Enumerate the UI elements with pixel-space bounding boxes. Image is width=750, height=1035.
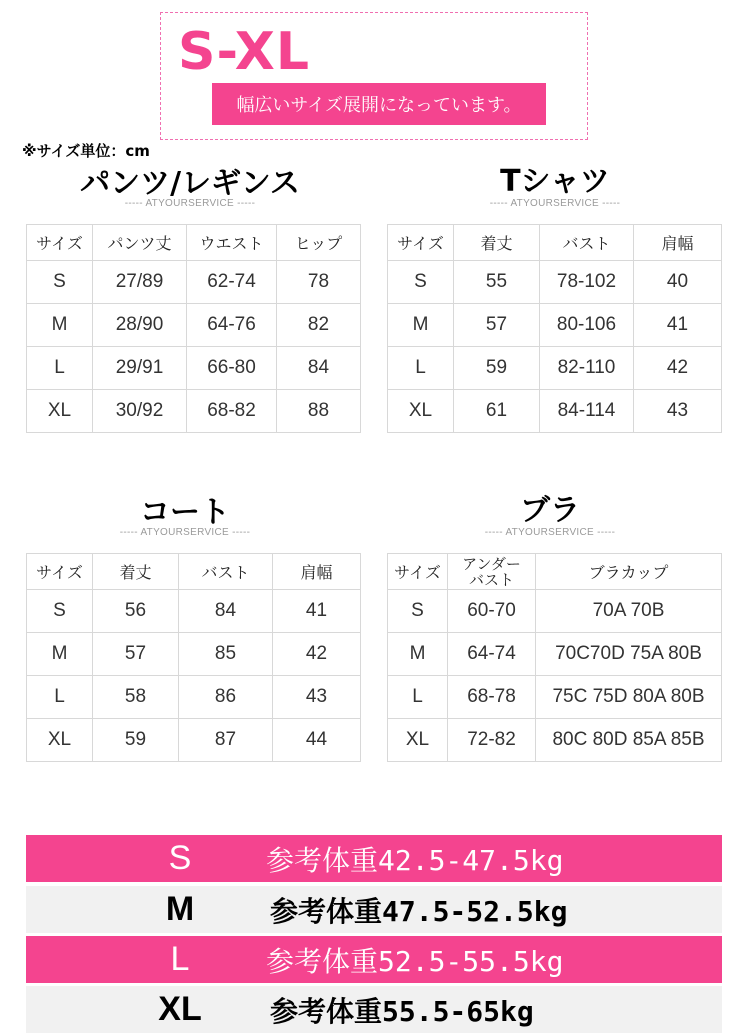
table-cell: 61 xyxy=(454,390,540,433)
table-cell: L xyxy=(388,347,454,390)
tshirt-subtitle: ----- ATYOURSERVICE ----- xyxy=(489,198,621,209)
table-cell: 43 xyxy=(634,390,722,433)
weight-row-xl xyxy=(26,986,722,1033)
weight-text: 参考体重55.5-65kg xyxy=(270,994,534,1028)
table-row xyxy=(388,676,722,719)
weight-row-m xyxy=(26,886,722,933)
column-header: サイズ xyxy=(27,225,93,261)
table-cell: 85 xyxy=(179,633,273,676)
column-header: 着丈 xyxy=(454,225,540,261)
table-cell: 80-106 xyxy=(540,304,634,347)
table-cell: 59 xyxy=(93,719,179,762)
table-cell: 84 xyxy=(277,347,361,390)
weight-text: 参考体重47.5-52.5kg xyxy=(270,894,568,928)
table-row xyxy=(388,633,722,676)
table-cell: 70C70D 75A 80B xyxy=(536,633,722,676)
table-row xyxy=(27,390,361,433)
table-cell: 68-78 xyxy=(448,676,536,719)
column-header: 着丈 xyxy=(93,554,179,590)
table-cell: XL xyxy=(27,390,93,433)
table-cell: L xyxy=(27,347,93,390)
table-row xyxy=(388,261,722,304)
table-cell: 57 xyxy=(93,633,179,676)
coat-subtitle: ----- ATYOURSERVICE ----- xyxy=(119,527,251,538)
header-title: S-XL xyxy=(178,22,311,82)
weight-text: 参考体重52.5-55.5kg xyxy=(266,944,564,978)
table-cell: S xyxy=(27,261,93,304)
pants-size-table xyxy=(26,224,361,433)
table-cell: 75C 75D 80A 80B xyxy=(536,676,722,719)
table-cell: 87 xyxy=(179,719,273,762)
bra-size-table xyxy=(387,553,722,762)
table-cell: 56 xyxy=(93,590,179,633)
table-cell: 84-114 xyxy=(540,390,634,433)
column-header: バスト xyxy=(540,225,634,261)
weight-size-label: M xyxy=(165,890,195,928)
weight-row-l xyxy=(26,936,722,983)
table-cell: 43 xyxy=(273,676,361,719)
table-cell: 78 xyxy=(277,261,361,304)
table-row xyxy=(27,590,361,633)
table-row xyxy=(27,304,361,347)
table-row xyxy=(27,261,361,304)
table-header-row xyxy=(27,225,361,261)
table-row xyxy=(388,590,722,633)
table-cell: S xyxy=(388,590,448,633)
coat-size-table xyxy=(26,553,361,762)
table-cell: 86 xyxy=(179,676,273,719)
table-row xyxy=(388,719,722,762)
column-header-underbust xyxy=(448,554,536,590)
column-header: ブラカップ xyxy=(536,554,722,590)
table-cell: XL xyxy=(388,390,454,433)
table-cell: L xyxy=(27,676,93,719)
table-cell: 41 xyxy=(273,590,361,633)
table-row xyxy=(27,633,361,676)
table-cell: 55 xyxy=(454,261,540,304)
table-cell: 80C 80D 85A 85B xyxy=(536,719,722,762)
table-cell: 70A 70B xyxy=(536,590,722,633)
table-cell: XL xyxy=(388,719,448,762)
table-cell: 41 xyxy=(634,304,722,347)
table-header-row xyxy=(27,554,361,590)
table-cell: 27/89 xyxy=(93,261,187,304)
column-header: サイズ xyxy=(388,554,448,590)
weight-row-s xyxy=(26,835,722,882)
table-cell: 42 xyxy=(273,633,361,676)
unit-note: ※サイズ単位：cm xyxy=(22,142,150,160)
table-row xyxy=(27,719,361,762)
table-cell: 68-82 xyxy=(187,390,277,433)
table-cell: 28/90 xyxy=(93,304,187,347)
table-cell: 59 xyxy=(454,347,540,390)
table-cell: M xyxy=(388,304,454,347)
table-cell: M xyxy=(388,633,448,676)
table-cell: 30/92 xyxy=(93,390,187,433)
table-cell: 72-82 xyxy=(448,719,536,762)
weight-size-label: S xyxy=(168,839,192,877)
weight-size-label: L xyxy=(170,940,190,978)
table-cell: 82 xyxy=(277,304,361,347)
column-header: ヒップ xyxy=(277,225,361,261)
column-header-line: バスト xyxy=(468,570,514,589)
column-header: バスト xyxy=(179,554,273,590)
column-header: パンツ丈 xyxy=(93,225,187,261)
weight-size-label: XL xyxy=(158,990,202,1028)
table-cell: 64-76 xyxy=(187,304,277,347)
table-cell: 78-102 xyxy=(540,261,634,304)
column-header: 肩幅 xyxy=(273,554,361,590)
column-header-line: アンダー xyxy=(462,554,521,573)
weight-text: 参考体重42.5-47.5kg xyxy=(266,843,564,877)
table-cell: 60-70 xyxy=(448,590,536,633)
table-cell: M xyxy=(27,633,93,676)
column-header: サイズ xyxy=(27,554,93,590)
table-row xyxy=(27,347,361,390)
table-cell: M xyxy=(27,304,93,347)
column-header: 肩幅 xyxy=(634,225,722,261)
table-cell: 62-74 xyxy=(187,261,277,304)
tshirt-size-table xyxy=(387,224,722,433)
bra-title: ブラ xyxy=(520,493,580,528)
tshirt-title: Tシャツ xyxy=(500,164,610,199)
coat-title: コート xyxy=(140,495,230,530)
table-cell: 84 xyxy=(179,590,273,633)
table-cell: 40 xyxy=(634,261,722,304)
table-cell: 58 xyxy=(93,676,179,719)
table-header-row xyxy=(388,225,722,261)
table-cell: 42 xyxy=(634,347,722,390)
column-header: ウエスト xyxy=(187,225,277,261)
table-cell: 44 xyxy=(273,719,361,762)
table-cell: 57 xyxy=(454,304,540,347)
column-header: サイズ xyxy=(388,225,454,261)
table-row xyxy=(388,347,722,390)
table-cell: XL xyxy=(27,719,93,762)
bra-subtitle: ----- ATYOURSERVICE ----- xyxy=(484,527,616,538)
table-cell: S xyxy=(388,261,454,304)
table-row xyxy=(388,390,722,433)
table-cell: 29/91 xyxy=(93,347,187,390)
pants-subtitle: ----- ATYOURSERVICE ----- xyxy=(124,198,256,209)
table-row xyxy=(388,304,722,347)
pants-title: パンツ/レギンス xyxy=(80,166,300,201)
table-header-row xyxy=(388,554,722,590)
table-cell: 82-110 xyxy=(540,347,634,390)
header-banner: 幅広いサイズ展開になっています。 xyxy=(212,83,546,125)
table-row xyxy=(27,676,361,719)
table-cell: 88 xyxy=(277,390,361,433)
table-cell: 64-74 xyxy=(448,633,536,676)
table-cell: S xyxy=(27,590,93,633)
table-cell: 66-80 xyxy=(187,347,277,390)
table-cell: L xyxy=(388,676,448,719)
